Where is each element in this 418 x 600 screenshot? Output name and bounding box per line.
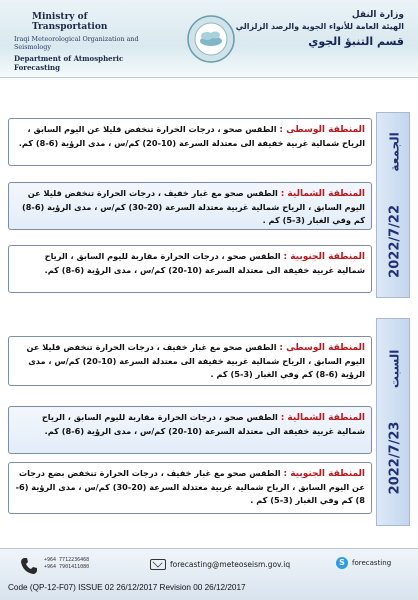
page-header: [0, 0, 418, 78]
forecast-text: الطقس صحو ، درجات الحرارة مقاربة لليوم السابق ، الرياح شمالية غربية خفيفة الى معتدلة السرعة (10-20) كم/س ، مدى الرؤية (6-8) كم.: [41, 412, 365, 436]
email-link[interactable]: forecasting@meteoseism.gov.iq: [170, 560, 291, 569]
region-label: المنطقة الجنوبية :: [283, 469, 365, 479]
org-ar: الهيئة العامة للأنواء الجوية والرصد الزلزالي: [235, 22, 404, 31]
forecast-card: [8, 245, 372, 293]
phone-icon: [18, 555, 40, 577]
region-label: المنطقة الجنوبية :: [283, 252, 365, 262]
forecast-text: الطقس صحو مع غبار خفيف ، درجات الحرارة تنخفض قليلا عن اليوم السابق ، الرياح شمالية غربية خفيفة الى معتدلة السرعة (10-20) كم/س ، مدى الرؤية (6-8) كم وفي الغبار (3-5) كم .: [26, 342, 365, 379]
region-label: المنطقة الوسطى :: [279, 343, 365, 353]
forecast-card: [8, 118, 372, 166]
forecast-text: الطقس صحو مع غبار خفيف ، درجات الحرارة تنخفض قليلا عن اليوم السابق ، الرياح شمالية غربية معتدلة السرعة (20-30) كم/س ، مدى الرؤية (6-8) كم وفي الغبار (3-5) كم .: [21, 188, 365, 225]
forecast-card: [8, 406, 372, 454]
mail-icon: [150, 559, 166, 570]
forecast-text: الطقس صحو ، درجات الحرارة مقاربة لليوم السابق ، الرياح شمالية غربية خفيفة الى معتدلة السرعة (10-20) كم/س ، مدى الرؤية (6-8) كم.: [44, 251, 365, 275]
logo-emblem-icon: [186, 14, 236, 64]
header-arabic: [234, 10, 404, 48]
forecast-text: الطقس صحو مع غبار خفيف ، درجات الحرارة تنخفض بضع درجات عن اليوم السابق ، الرياح شمالية غربية معتدلة السرعة (20-30) كم/س ، مدى الرؤية (6-8) كم وفي الغبار (3-5) كم .: [15, 468, 365, 505]
dayname-day2: السبت: [387, 349, 402, 389]
region-label: المنطقة الوسطى :: [279, 125, 365, 135]
document-code-line: Code (QP-12-F07) ISSUE 02 26/12/2017 Revision 00 26/12/2017: [8, 583, 246, 592]
phone-number-2: +964 7901411080: [44, 564, 90, 570]
forecast-card: [8, 182, 372, 230]
date-day2: 2022/7/23: [387, 421, 403, 495]
org-en: Iraqi Meteorological Organization and Seismology: [14, 35, 139, 51]
date-bar-day1: [376, 112, 410, 298]
forecast-card: [8, 462, 372, 514]
date-day1: 2022/7/22: [387, 204, 403, 278]
ministry-ar: وزارة النقل: [351, 10, 404, 20]
department-en: Department of Atmospheric Forecasting: [14, 54, 124, 72]
region-label: المنطقة الشمالية :: [280, 413, 365, 423]
forecast-text: الطقس صحو ، درجات الحرارة تنخفض قليلا عن اليوم السابق ، الرياح شمالية غربية خفيفة الى معتدلة السرعة (10-20) كم/س ، مدى الرؤية (6-8) كم.: [18, 124, 365, 148]
department-ar: قسم التنبؤ الجوي: [308, 35, 404, 48]
phone-numbers: [44, 557, 89, 571]
dayname-day1: الجمعة: [387, 132, 402, 172]
skype-handle[interactable]: forecasting: [352, 559, 392, 567]
page-footer: [0, 548, 418, 600]
ministry-en: Ministry of Transportation: [32, 12, 108, 32]
header-english: [14, 12, 164, 72]
phone-number-1: +964 7712236468: [44, 557, 90, 563]
region-label: المنطقة الشمالية :: [280, 189, 365, 199]
forecast-card: [8, 336, 372, 386]
skype-icon: S: [336, 557, 348, 569]
date-bar-day2: [376, 318, 410, 526]
